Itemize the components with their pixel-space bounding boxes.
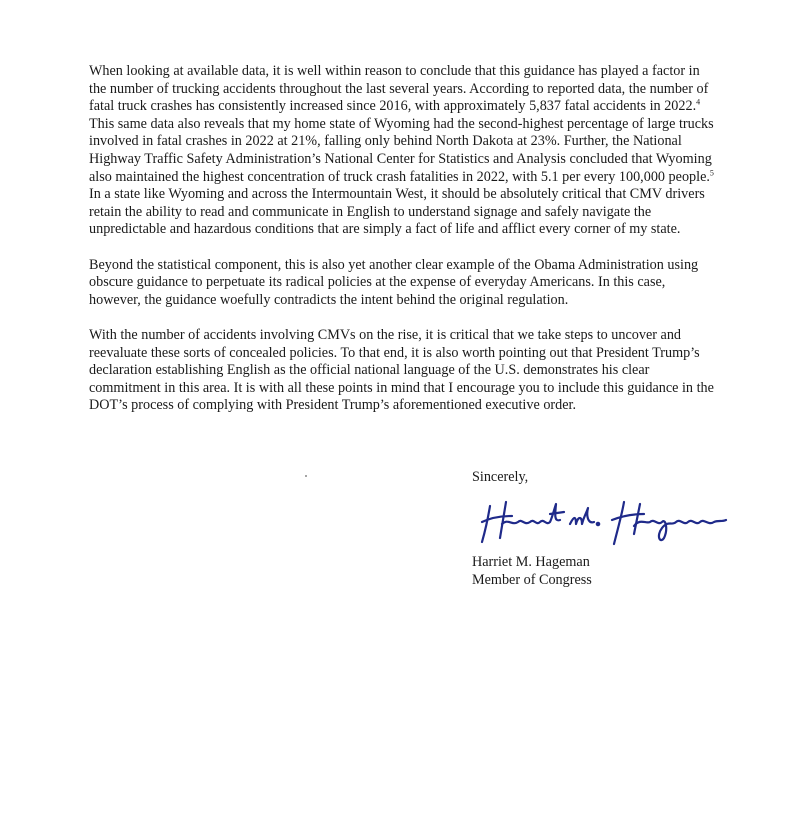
- footnote-marker: 5: [709, 167, 714, 177]
- signer-block: [472, 554, 592, 589]
- letter-body: [89, 63, 714, 432]
- paragraph-text: With the number of accidents involving CMVs on the rise, it is critical that we take steps to uncover and reevaluate these sorts of concealed policies. To that end, it is also worth pointing out that President Trump’s declaration establishing English as the official national language of the U.S. demonstrates his clear commitment in this area. It is with all these points in mind that I encourage you to include this guidance in the DOT’s process of complying with President Trump’s aforementioned executive order.: [89, 326, 714, 414]
- body-paragraph: [89, 327, 714, 415]
- closing-salutation: Sincerely,: [472, 469, 529, 485]
- signer-title: Member of Congress: [472, 571, 592, 588]
- handwritten-signature: [478, 496, 728, 546]
- paragraph-text: When looking at available data, it is well within reason to conclude that this guidance has played a factor in the number of trucking accidents throughout the last several years. According to reported data, the number of fatal truck crashes has consistently increased since 2016, with approximately 5,837 fatal accidents in 2022.: [89, 63, 709, 115]
- signer-name: Harriet M. Hageman: [472, 554, 590, 570]
- body-paragraph: [89, 257, 714, 310]
- paragraph-text: Beyond the statistical component, this is also yet another clear example of the Obama Administration using obscure guidance to perpetuate its radical policies at the expense of everyday Americans. In this case, however, the guidance woefully contradicts the intent behind the original regulation.: [89, 256, 699, 308]
- body-paragraph: [89, 63, 714, 239]
- scan-speck: [305, 475, 307, 477]
- footnote-marker: 4: [696, 97, 701, 107]
- paragraph-text: This same data also reveals that my home state of Wyoming had the second-highest percentage of large trucks involved in fatal crashes in 2022 at 21%, falling only behind North Dakota at 23%. Further, the National Highway Traffic Safety Administration’s National Center for Statistics and Analysis concluded that Wyoming also maintained the highest concentration of truck crash fatalities in 2022, with 5.1 per every 100,000 people.: [89, 115, 714, 185]
- paragraph-text: In a state like Wyoming and across the Intermountain West, it should be absolutely critical that CMV drivers retain the ability to read and communicate in English to understand signage and safely navigate the unpredictable and hazardous conditions that are simply a fact of life and afflict every corner of my state.: [89, 186, 705, 238]
